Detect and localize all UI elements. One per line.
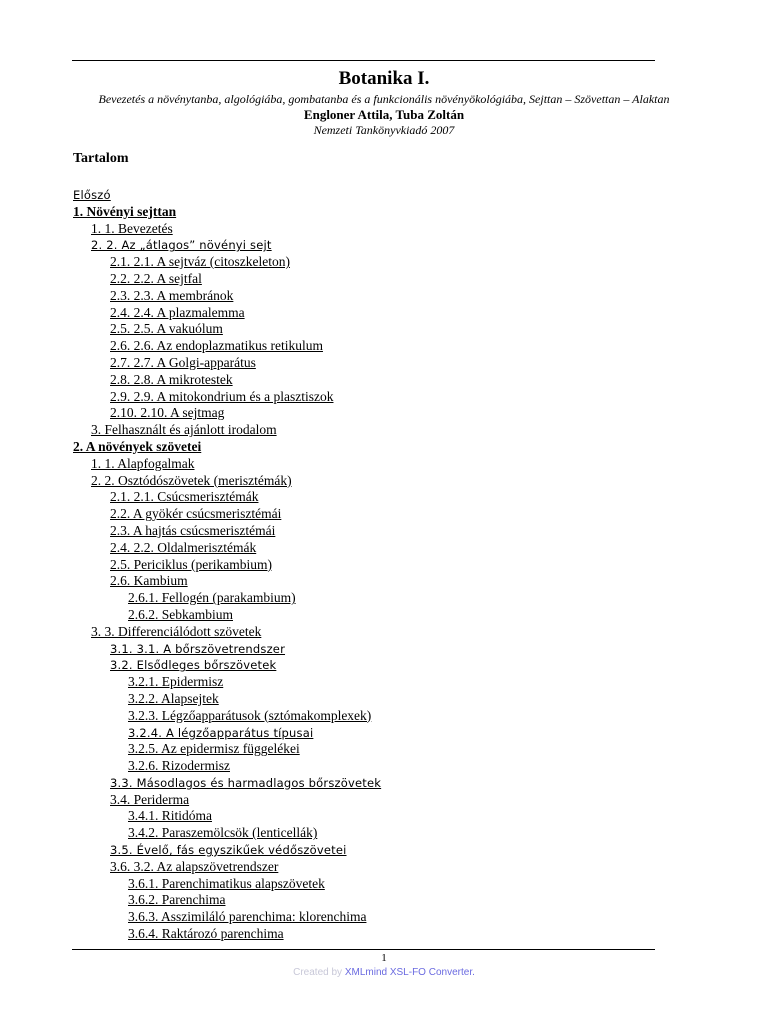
toc-heading: Tartalom <box>73 151 129 166</box>
toc-entry <box>0 590 381 607</box>
toc-entry <box>0 657 381 674</box>
toc-entry-link[interactable]: 3.6.4. Raktározó parenchima <box>128 926 284 942</box>
toc-entry <box>0 288 381 305</box>
toc-entry <box>0 859 381 876</box>
converter-link[interactable]: XMLmind XSL-FO Converter. <box>344 967 475 978</box>
toc-entry-link[interactable]: 2.4. 2.4. A plazmalemma <box>110 304 245 320</box>
toc-entry-link[interactable]: 2.6. 2.6. Az endoplazmatikus retikulum <box>110 338 323 354</box>
toc-entry-link[interactable]: 3.2.4. A légzőapparátus típusai <box>128 725 314 740</box>
bottom-rule <box>72 949 655 950</box>
toc-entry-link[interactable]: 2.9. 2.9. A mitokondrium és a plasztiszok <box>110 388 334 404</box>
toc-entry-link[interactable]: 2. 2. Osztódószövetek (merisztémák) <box>91 472 292 488</box>
toc-entry-link[interactable]: 2.6.2. Sebkambium <box>128 606 233 622</box>
toc-entry-link[interactable]: Előszó <box>73 188 111 202</box>
toc-entry-link[interactable]: 2.7. 2.7. A Golgi-apparátus <box>110 354 256 370</box>
toc-entry <box>0 372 381 389</box>
toc-entry-link[interactable]: 1. 1. Bevezetés <box>91 220 173 236</box>
toc-entry-link[interactable]: 3.5. Évelő, fás egyszikűek védőszövetei <box>110 843 347 858</box>
document-header <box>60 66 708 138</box>
toc-entry <box>0 523 381 540</box>
toc-entry-link[interactable]: 3. Felhasznált és ajánlott irodalom <box>91 422 277 438</box>
toc-entry-link[interactable]: 3.3. Másodlagos és harmadlagos bőrszövetek <box>110 775 382 790</box>
toc-entry <box>0 338 381 355</box>
converter-credit <box>0 967 768 978</box>
toc-entry <box>0 573 381 590</box>
toc-entry-link[interactable]: 2.10. 2.10. A sejtmag <box>110 405 225 421</box>
toc-entry <box>0 405 381 422</box>
document-subtitle: Bevezetés a növénytanba, algológiába, gombatanba és a funkcionális növényökológiába, Sejttan – Szövettan – Alaktan <box>98 92 670 106</box>
table-of-contents <box>0 187 381 943</box>
toc-entry <box>0 254 381 271</box>
toc-entry-link[interactable]: 3.6.1. Parenchimatikus alapszövetek <box>128 875 325 891</box>
toc-entry <box>0 305 381 322</box>
page-number: 1 <box>381 952 387 964</box>
toc-entry-link[interactable]: 1. Növényi sejttan <box>73 203 177 219</box>
toc-entry <box>0 725 381 742</box>
toc-entry-link[interactable]: 2.8. 2.8. A mikrotestek <box>110 371 233 387</box>
toc-entry <box>0 473 381 490</box>
toc-entry <box>0 808 381 825</box>
toc-entry-link[interactable]: 3.2.6. Rizodermisz <box>128 758 230 774</box>
toc-entry <box>0 624 381 641</box>
toc-entry <box>0 221 381 238</box>
toc-entry-link[interactable]: 2.3. A hajtás csúcsmerisztémái <box>110 522 276 538</box>
toc-entry <box>0 775 381 792</box>
toc-entry-link[interactable]: 3.4.2. Paraszemölcsök (lenticellák) <box>128 825 318 841</box>
toc-entry-link[interactable]: 3.2.5. Az epidermisz függelékei <box>128 741 300 757</box>
toc-entry <box>0 439 381 456</box>
toc-entry-link[interactable]: 3.6. 3.2. Az alapszövetrendszer <box>110 858 279 874</box>
toc-entry <box>0 758 381 775</box>
toc-entry <box>0 825 381 842</box>
toc-entry-link[interactable]: 3. 3. Differenciálódott szövetek <box>91 623 262 639</box>
toc-entry <box>0 557 381 574</box>
toc-entry-link[interactable]: 2.2. A gyökér csúcsmerisztémái <box>110 506 282 522</box>
created-by-text: Created by <box>293 967 343 978</box>
toc-entry-link[interactable]: 2.2. 2.2. A sejtfal <box>110 270 202 286</box>
toc-entry <box>0 321 381 338</box>
toc-entry <box>0 187 381 204</box>
toc-entry <box>0 506 381 523</box>
toc-entry-link[interactable]: 3.6.3. Asszimiláló parenchima: klorenchima <box>128 909 367 925</box>
toc-entry <box>0 792 381 809</box>
toc-entry <box>0 909 381 926</box>
toc-entry <box>0 741 381 758</box>
toc-entry-link[interactable]: 2.5. Periciklus (perikambium) <box>110 556 272 572</box>
toc-entry-link[interactable]: 3.1. 3.1. A bőrszövetrendszer <box>110 641 286 656</box>
toc-entry-link[interactable]: 3.2.1. Epidermisz <box>128 674 224 690</box>
document-publisher: Nemzeti Tankönyvkiadó 2007 <box>313 123 455 137</box>
toc-entry-link[interactable]: 3.2.3. Légzőapparátusok (sztómakomplexek) <box>128 707 372 723</box>
toc-entry-link[interactable]: 3.4.1. Ritidóma <box>128 808 212 824</box>
toc-entry <box>0 204 381 221</box>
toc-entry <box>0 389 381 406</box>
toc-entry <box>0 456 381 473</box>
toc-entry-link[interactable]: 2. 2. Az „átlagos” növényi sejt <box>91 238 272 253</box>
toc-entry-link[interactable]: 2. A növények szövetei <box>73 438 202 454</box>
toc-entry-link[interactable]: 3.4. Periderma <box>110 791 190 807</box>
toc-entry <box>0 641 381 658</box>
toc-entry-link[interactable]: 2.6. Kambium <box>110 573 188 589</box>
toc-entry <box>0 892 381 909</box>
toc-entry <box>0 271 381 288</box>
toc-entry-link[interactable]: 2.5. 2.5. A vakuólum <box>110 321 223 337</box>
toc-entry <box>0 237 381 254</box>
toc-entry-link[interactable]: 2.4. 2.2. Oldalmerisztémák <box>110 539 257 555</box>
toc-entry <box>0 422 381 439</box>
toc-entry-link[interactable]: 1. 1. Alapfogalmak <box>91 455 195 471</box>
toc-entry <box>0 691 381 708</box>
toc-entry-link[interactable]: 3.2.2. Alapsejtek <box>128 690 219 706</box>
toc-entry-link[interactable]: 2.1. 2.1. Csúcsmerisztémák <box>110 489 259 505</box>
toc-entry-link[interactable]: 3.2. Elsődleges bőrszövetek <box>110 658 277 673</box>
toc-entry <box>0 876 381 893</box>
toc-entry-link[interactable]: 2.1. 2.1. A sejtváz (citoszkeleton) <box>110 254 290 270</box>
document-title: Botanika I. <box>338 68 430 89</box>
document-authors: Engloner Attila, Tuba Zoltán <box>303 107 465 122</box>
toc-entry <box>0 674 381 691</box>
toc-entry <box>0 842 381 859</box>
toc-entry <box>0 708 381 725</box>
toc-entry-link[interactable]: 3.6.2. Parenchima <box>128 892 226 908</box>
toc-entry <box>0 607 381 624</box>
toc-entry-link[interactable]: 2.3. 2.3. A membránok <box>110 287 234 303</box>
top-rule <box>72 60 655 61</box>
toc-entry <box>0 489 381 506</box>
toc-entry <box>0 355 381 372</box>
toc-entry-link[interactable]: 2.6.1. Fellogén (parakambium) <box>128 590 296 606</box>
toc-entry <box>0 926 381 943</box>
toc-entry <box>0 540 381 557</box>
